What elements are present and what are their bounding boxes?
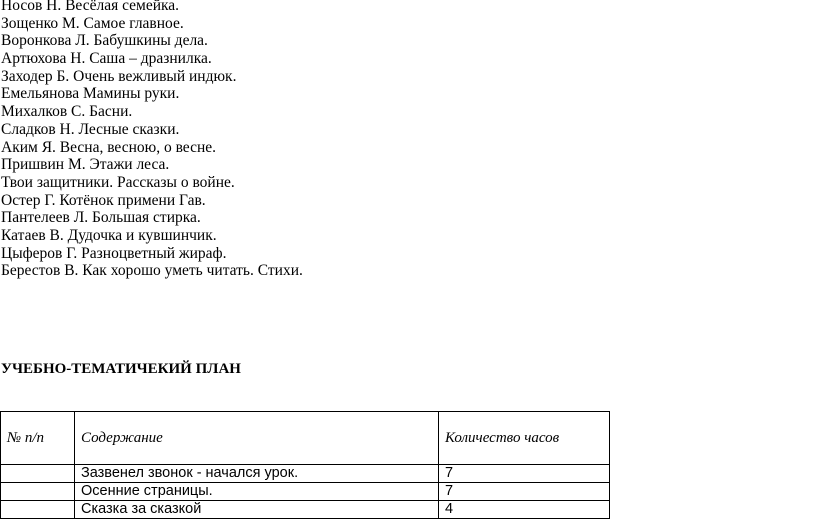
number-column-header: № п/п bbox=[1, 412, 75, 465]
list-item: Катаев В. Дудочка и кувшинчик. bbox=[1, 226, 217, 244]
list-item: Воронкова Л. Бабушкины дела. bbox=[1, 32, 208, 50]
row-content-cell: Осенние страницы. bbox=[75, 483, 439, 501]
list-item: Зощенко М. Самое главное. bbox=[1, 14, 184, 32]
row-number-cell bbox=[1, 501, 75, 519]
list-item: Пантелеев Л. Большая стирка. bbox=[1, 209, 201, 227]
list-item: Михалков С. Басни. bbox=[1, 103, 133, 121]
row-hours-cell: 4 bbox=[439, 501, 610, 519]
list-item: Сладков Н. Лесные сказки. bbox=[1, 120, 180, 138]
list-item: Остер Г. Котёнок примени Гав. bbox=[1, 191, 206, 209]
list-item: Пришвин М. Этажи леса. bbox=[1, 156, 170, 174]
table-header-row bbox=[1, 412, 610, 465]
row-hours-cell: 7 bbox=[439, 483, 610, 501]
reading-list bbox=[1, 0, 303, 280]
list-item: Твои защитники. Рассказы о войне. bbox=[1, 173, 235, 191]
row-content-cell: Зазвенел звонок - начался урок. bbox=[75, 465, 439, 483]
row-hours-cell: 7 bbox=[439, 465, 610, 483]
list-item: Носов Н. Весёлая семейка. bbox=[1, 0, 180, 14]
hours-column-header: Количество часов bbox=[439, 412, 610, 465]
table-row bbox=[1, 483, 610, 501]
row-content-cell: Сказка за сказкой bbox=[75, 501, 439, 519]
curriculum-table bbox=[0, 411, 610, 519]
list-item: Аким Я. Весна, весною, о весне. bbox=[1, 138, 216, 156]
row-number-cell bbox=[1, 465, 75, 483]
list-item: Цыферов Г. Разноцветный жираф. bbox=[1, 244, 227, 262]
content-column-header: Содержание bbox=[75, 412, 439, 465]
table-row bbox=[1, 501, 610, 519]
list-item: Заходер Б. Очень вежливый индюк. bbox=[1, 67, 237, 85]
list-item: Берестов В. Как хорошо уметь читать. Стихи. bbox=[1, 262, 303, 280]
list-item: Емельянова Мамины руки. bbox=[1, 85, 180, 103]
list-item: Артюхова Н. Саша – дразнилка. bbox=[1, 50, 212, 68]
table-row bbox=[1, 465, 610, 483]
row-number-cell bbox=[1, 483, 75, 501]
plan-title: УЧЕБНО-ТЕМАТИЧЕКИЙ ПЛАН bbox=[1, 361, 241, 377]
